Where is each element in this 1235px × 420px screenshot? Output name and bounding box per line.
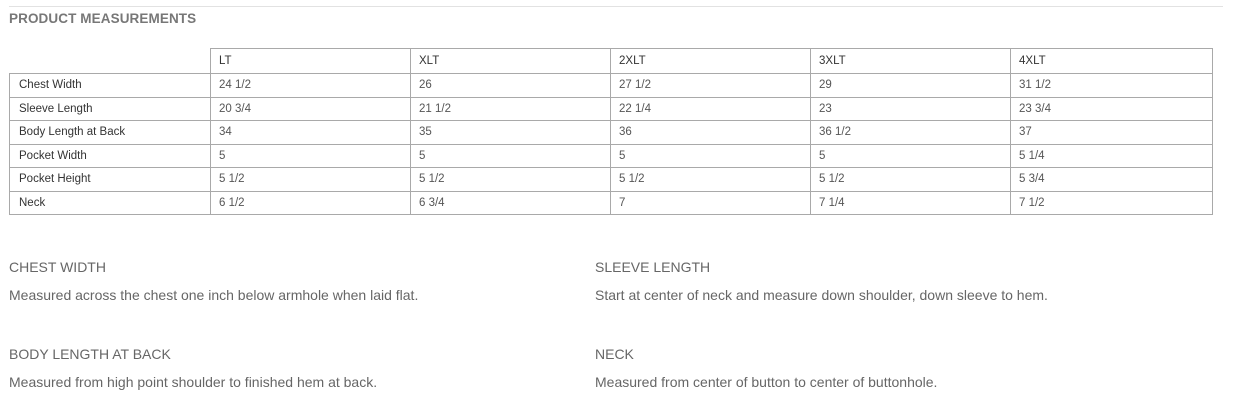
table-row-pocket-width <box>10 144 1213 168</box>
table-cell: 23 <box>811 97 1011 121</box>
measurements-table <box>9 48 1213 215</box>
column-header-3xlt: 3XLT <box>811 49 1011 74</box>
sleeve-length-text: Start at center of neck and measure down shoulder, down sleeve to hem. <box>595 287 1048 303</box>
table-cell: 36 <box>611 121 811 145</box>
table-cell: 26 <box>411 74 611 98</box>
table-row-pocket-height <box>10 168 1213 192</box>
table-cell: 7 1/4 <box>811 191 1011 215</box>
neck-text: Measured from center of button to center of buttonhole. <box>595 374 938 390</box>
table-cell: 36 1/2 <box>811 121 1011 145</box>
table-cell: 34 <box>211 121 411 145</box>
row-label: Pocket Width <box>10 144 211 168</box>
section-title: PRODUCT MEASUREMENTS <box>9 11 197 26</box>
table-cell: 31 1/2 <box>1011 74 1213 98</box>
table-cell: 37 <box>1011 121 1213 145</box>
column-header-lt: LT <box>211 49 411 74</box>
row-label: Pocket Height <box>10 168 211 192</box>
table-cell: 6 1/2 <box>211 191 411 215</box>
chest-width-description <box>9 259 418 303</box>
column-header-2xlt: 2XLT <box>611 49 811 74</box>
chest-width-heading: CHEST WIDTH <box>9 259 106 275</box>
table-row-chest-width <box>10 74 1213 98</box>
column-header-xlt: XLT <box>411 49 611 74</box>
table-cell: 5 1/2 <box>411 168 611 192</box>
table-cell: 5 3/4 <box>1011 168 1213 192</box>
body-length-heading: BODY LENGTH AT BACK <box>9 346 171 362</box>
table-row-neck <box>10 191 1213 215</box>
neck-description <box>595 346 937 390</box>
table-cell: 29 <box>811 74 1011 98</box>
table-cell: 7 <box>611 191 811 215</box>
table-cell: 5 1/2 <box>211 168 411 192</box>
table-row-body-length-at-back <box>10 121 1213 145</box>
table-cell: 5 1/2 <box>611 168 811 192</box>
sleeve-length-heading: SLEEVE LENGTH <box>595 259 711 275</box>
table-cell: 5 <box>811 144 1011 168</box>
table-cell: 20 3/4 <box>211 97 411 121</box>
table-cell: 22 1/4 <box>611 97 811 121</box>
table-cell: 7 1/2 <box>1011 191 1213 215</box>
row-label: Neck <box>10 191 211 215</box>
top-divider <box>9 6 1223 7</box>
chest-width-text: Measured across the chest one inch below armhole when laid flat. <box>9 287 419 303</box>
table-row-sleeve-length <box>10 97 1213 121</box>
table-header-row <box>10 49 1213 74</box>
table-cell: 23 3/4 <box>1011 97 1213 121</box>
table-cell: 5 1/2 <box>811 168 1011 192</box>
table-cell: 6 3/4 <box>411 191 611 215</box>
table-cell: 5 <box>411 144 611 168</box>
table-cell: 35 <box>411 121 611 145</box>
row-label: Body Length at Back <box>10 121 211 145</box>
neck-heading: NECK <box>595 346 634 362</box>
table-cell: 5 1/4 <box>1011 144 1213 168</box>
row-label: Sleeve Length <box>10 97 211 121</box>
corner-cell <box>10 49 211 74</box>
column-header-4xlt: 4XLT <box>1011 49 1213 74</box>
table-cell: 21 1/2 <box>411 97 611 121</box>
table-cell: 5 <box>211 144 411 168</box>
row-label: Chest Width <box>10 74 211 98</box>
sleeve-length-description <box>595 259 1048 303</box>
table-cell: 24 1/2 <box>211 74 411 98</box>
body-length-text: Measured from high point shoulder to finished hem at back. <box>9 374 378 390</box>
body-length-description <box>9 346 377 390</box>
table-cell: 5 <box>611 144 811 168</box>
table-cell: 27 1/2 <box>611 74 811 98</box>
